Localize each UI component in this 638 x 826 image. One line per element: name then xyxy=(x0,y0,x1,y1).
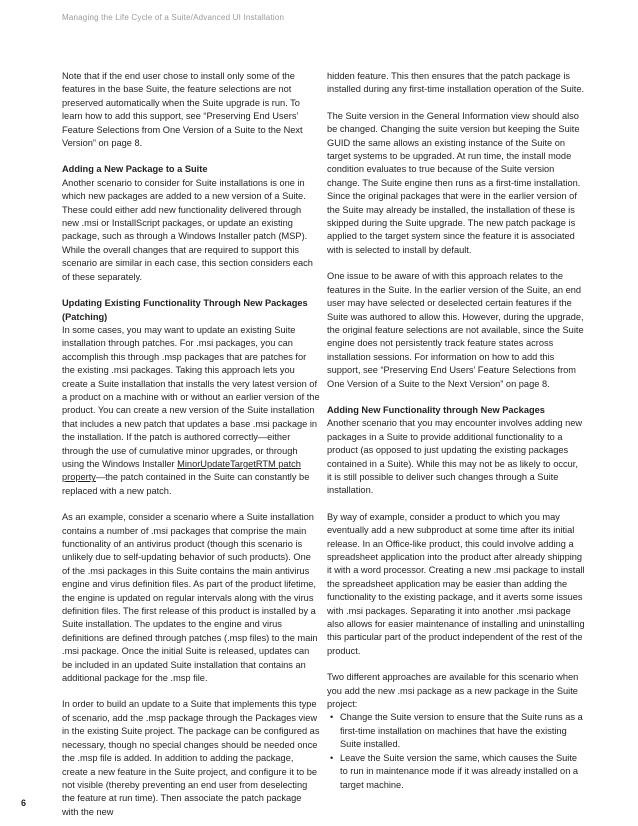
paragraph-antivirus-example: As an example, consider a scenario where a Suite installation contains a number of .msi packages that comprise the main functionality of an antivirus product (though this scenario is unlikely due to self-updating behavior of such products). One of the .msi packages in this Suite contains the main antivirus engine and virus definition files. As part of the product lifetime, the engine is updated on regular intervals along with the virus definition files. The first release of this product is installed by a Suite installation. The updates to the engine and virus definitions are defined through patches (.msp files) to the main .msi package. Once the initial Suite is released, updates can be included in an updated Suite installation that contains an additional package for the .msp file. xyxy=(62,512,318,684)
paragraph-new-functionality: Another scenario that you may encounter involves adding new packages in a Suite to provide additional functionality to a product (as opposed to just updating the existing packages contained in a Suite). While this may not be as likely to occur, it is still possible to deliver such changes through a Suite installation. xyxy=(327,418,583,496)
right-column xyxy=(327,70,585,792)
paragraph-feature-issue: One issue to be aware of with this approach relates to the features in the Suite. In the earlier version of the Suite, an end user may have selected or deselected certain features if the Suite was authored to allow this. However, during the upgrade, the original feature selections are not available, since the Suite engine does not persistently track feature states across installation sessions. For information on how to add this support, see “Preserving End Users’ Feature Selections from One Version of a Suite to the Next Version” on page 8. xyxy=(327,271,584,389)
approaches-list xyxy=(327,711,585,791)
page-number: 6 xyxy=(21,798,27,808)
list-item: • Leave the Suite version the same, which causes the Suite to run in maintenance mode if it was already installed on a target machine. xyxy=(340,752,585,792)
heading-adding-new-functionality: Adding New Functionality through New Packages xyxy=(327,404,545,415)
running-head: Managing the Life Cycle of a Suite/Advanced UI Installation xyxy=(62,13,285,22)
paragraph-build-update: In order to build an update to a Suite that implements this type of scenario, add the .msp package through the Packages view in the existing Suite project. The package can be configured as necessary, though no special changes should be needed once the .msp file is added. In addition to adding the package, create a new feature in the Suite project, and configure it to be not visible (thereby preventing an end user from deselecting the feature at run time). Then associate the patch package with the new xyxy=(62,699,320,817)
paragraph-suite-version: The Suite version in the General Information view should also be changed. Changing the suite version but keeping the Suite GUID the same allows an existing instance of the Suite on target systems to be upgraded. At run time, the install mode condition evaluates to true because of the Suite version change. The Suite engine then runs as a first-time installation. Since the original packages that were in the earlier version of the Suite may already be installed, the installation of these is skipped during the Suite upgrade. The new patch package is applied to the target system since the feature it is associated with is selected to install by default. xyxy=(327,110,581,255)
left-column xyxy=(62,70,320,819)
paragraph-feature-selections-note: Note that if the end user chose to install only some of the features in the base Suite, the feature selections are not preserved automatically when the Suite upgrade is run. To learn how to add this support, see “Preserving End Users’ Feature Selections from One Version of a Suite to the Next Version” on page 8. xyxy=(62,71,303,149)
patching-text-start: In some cases, you may want to update an existing Suite installation through patches. For .msi packages, you can accomplish this through .msp packages that are patches for the existing .msi packages. Taking this approach lets you create a Suite installation that installs the very latest version of a product on a machine with or without an earlier version of the product. You can create a new version of the Suite installation that includes a new patch that updates a base .msi package in the installation. If the patch is authored correctly—either through the use of cumulative minor upgrades, or through using the Windows Installer xyxy=(62,324,320,469)
paragraph-new-package-scenario: Another scenario to consider for Suite installations is one in which new packages are added to a new version of a Suite. These could either add new functionality delivered through new .msi or InstallScript packages, or update an existing package, such as through a Windows Installer patch (MSP). While the overall changes that are required to support this scenario are similar in each case, this section considers each of these separately. xyxy=(62,177,313,282)
paragraph-two-approaches: Two different approaches are available for this scenario when you add the new .msi package as a new package in the Suite project: xyxy=(327,672,579,710)
paragraph-hidden-feature: hidden feature. This then ensures that the patch package is installed during any first-time installation operation of the Suite. xyxy=(327,71,585,95)
list-item: • Change the Suite version to ensure that the Suite runs as a first-time installation on machines that have the existing Suite installed. xyxy=(340,711,585,751)
heading-updating-existing-functionality: Updating Existing Functionality Through New Packages (Patching) xyxy=(62,298,308,322)
heading-adding-new-package: Adding a New Package to a Suite xyxy=(62,164,208,175)
paragraph-patching xyxy=(62,324,320,498)
minorupdatetargetrtm-link[interactable]: MinorUpdateTargetRTM patch property xyxy=(62,458,301,483)
patching-text-end: —the patch contained in the Suite can constantly be replaced with a new patch. xyxy=(62,472,310,496)
paragraph-office-example: By way of example, consider a product to which you may eventually add a new subproduct at some time after its initial release. In an Office-like product, this could involve adding a spreadsheet application into the product after already shipping it with a word processor. Creating a new .msi package to install the spreadsheet application may be easier than adding the functionality to the existing package, and it averts some issues with .msi packages. Separating it into another .msi package also allows for easier maintenance of installing and uninstalling this particular part of the product independent of the rest of the product. xyxy=(327,511,585,656)
